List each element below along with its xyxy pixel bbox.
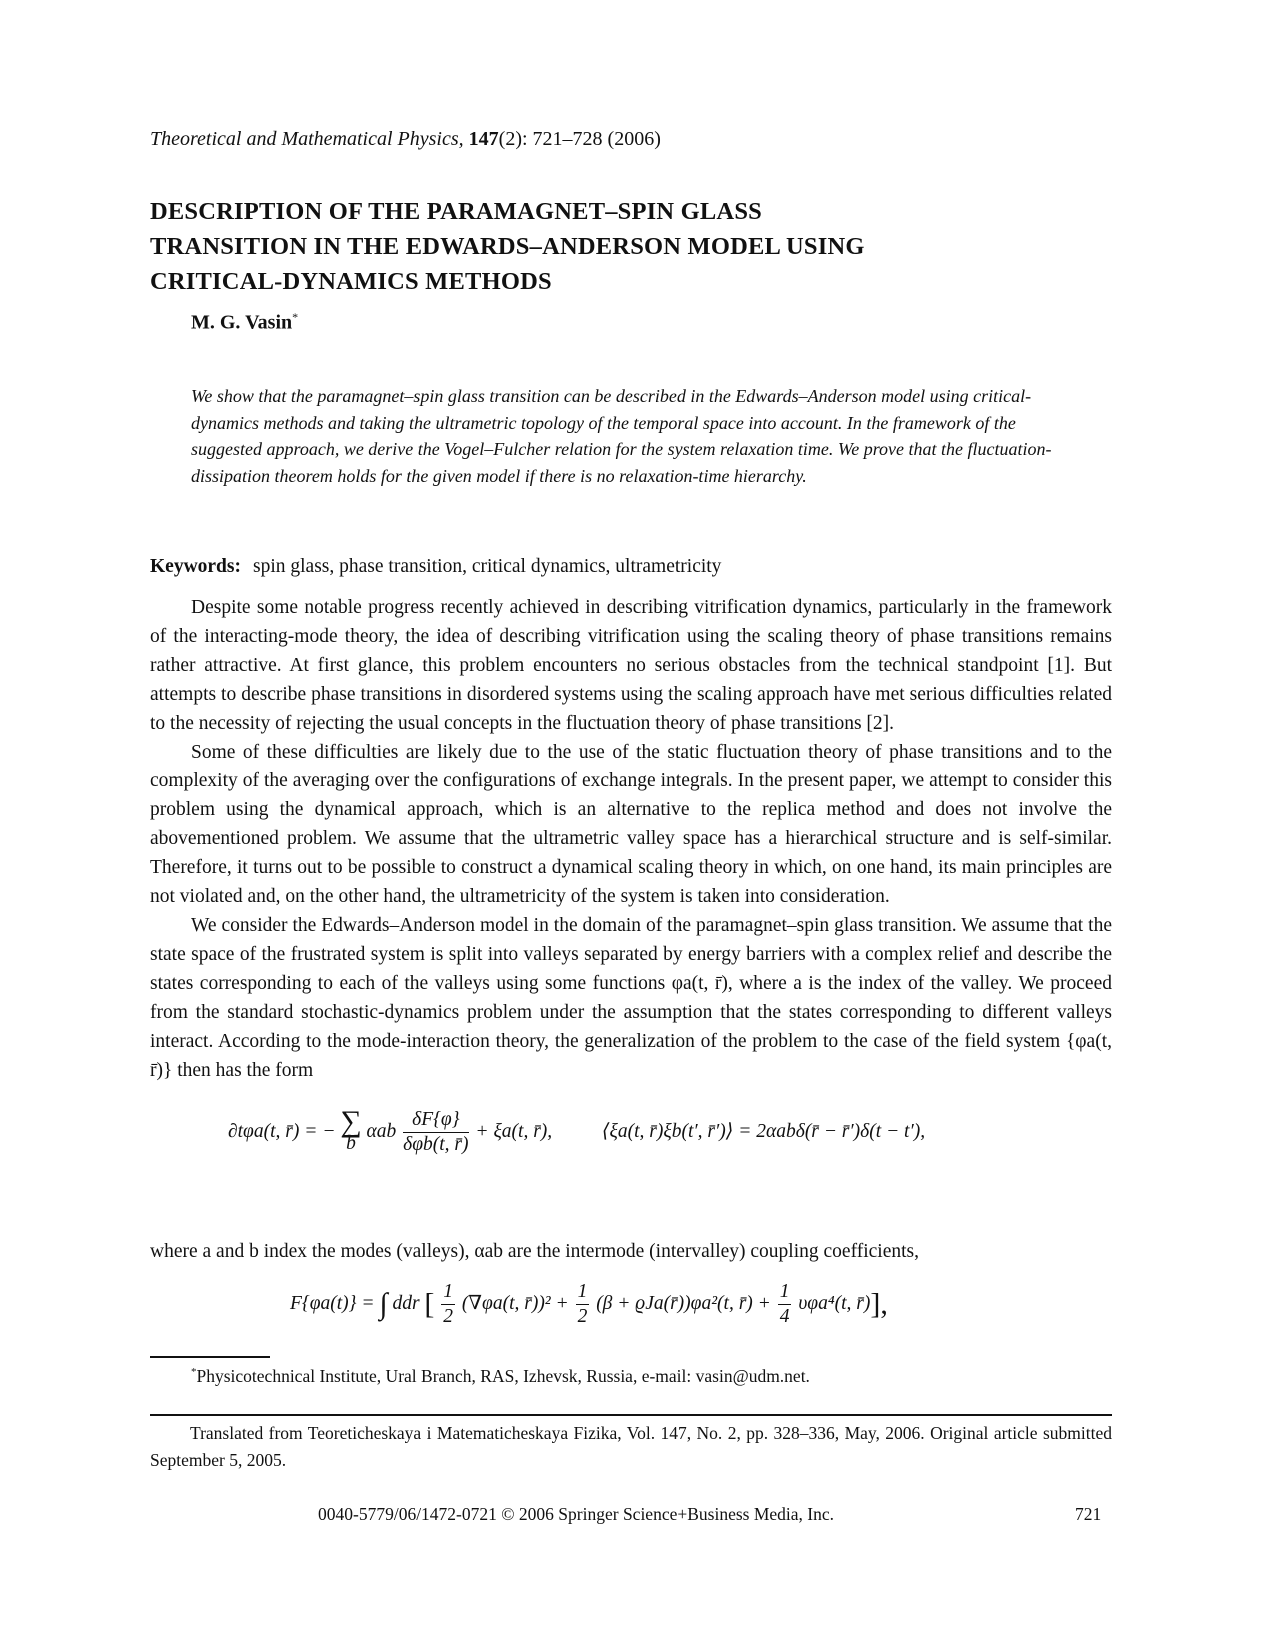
eq1-sum-index: b	[346, 1132, 356, 1154]
paragraph-3: We consider the Edwards–Anderson model in the domain of the paramagnet–spin glass transition. We assume that the state space of the frustrated system is split into valleys separated by energy barriers with a complex relief and describe the states corresponding to each of the valleys using some functions φa(t, r̄), where a is the index of the valley. We proceed from the standard stochastic-dynamics problem under the assumption that the states corresponding to different valleys interact. According to the mode-interaction theory, the generalization of the problem to the case of the field system {φa(t, r̄)} then has the form	[150, 914, 1112, 1081]
eq2-term3: υφa⁴(t, r̄)	[798, 1292, 871, 1314]
author-footnote-mark: *	[292, 310, 299, 324]
title-line-1: DESCRIPTION OF THE PARAMAGNET–SPIN GLASS	[150, 198, 762, 225]
footnote-rule	[150, 1356, 270, 1358]
eq1-fraction	[403, 1108, 468, 1157]
journal-issue-pages: (2): 721–728 (2006)	[498, 128, 661, 150]
eq1-correlator: ⟨ξa(t, r̄)ξb(t′, r̄′)⟩ = 2αabδ(r̄ − r̄′)δ(t − t′),	[601, 1120, 926, 1142]
integral-symbol-icon: ∫	[379, 1287, 388, 1321]
page-number: 721	[1075, 1504, 1102, 1524]
eq1-sum	[340, 1104, 362, 1155]
journal-volume: 147	[468, 128, 499, 150]
eq1-frac-den: δφb(t, r̄)	[403, 1134, 469, 1155]
eq2-integrand: ddr	[392, 1292, 420, 1314]
where-text: where a and b index the modes (valleys), αab are the intermode (intervalley) coupling coefficients,	[150, 1241, 919, 1262]
author-name: M. G. Vasin	[191, 311, 293, 334]
paragraph-1: Despite some notable progress recently achieved in describing vitrification dynamics, particularly in the framework of the interacting-mode theory, the idea of describing vitrification using the scaling theory of phase transitions remains rather attractive. At first glance, this problem encounters no serious obstacles from the technical standpoint [1]. But attempts to describe phase transitions in disordered systems using the scaling approach have met serious difficulties related to the necessity of rejecting the usual concepts in the fluctuation theory of phase transitions [2].	[150, 597, 1112, 734]
translation-note: Translated from Teoreticheskaya i Matematicheskaya Fizika, Vol. 147, No. 2, pp. 328–336, May, 2006. Original article submitted September 5, 2005.	[150, 1423, 1112, 1470]
eq2-end: ],	[870, 1287, 888, 1321]
title-line-3: CRITICAL-DYNAMICS METHODS	[150, 268, 552, 295]
keywords-label: Keywords:	[150, 556, 241, 577]
eq1-lhs: ∂tφa(t, r̄) = −	[228, 1120, 336, 1142]
eq1-tail: + ξa(t, r̄),	[475, 1120, 553, 1142]
keywords	[150, 556, 721, 578]
sum-symbol-icon: ∑	[340, 1104, 362, 1138]
equation-free-energy	[290, 1280, 888, 1329]
footnote-text: Physicotechnical Institute, Ural Branch, RAS, Izhevsk, Russia, e-mail: vasin@udm.net.	[196, 1366, 810, 1386]
eq2-quarter: $\frac{1}{4}$	[779, 1281, 790, 1327]
footnote-mark: *	[191, 1366, 197, 1379]
journal-name: Theoretical and Mathematical Physics,	[150, 128, 464, 150]
eq2-term1: (∇φa(t, r̄))² +	[461, 1292, 569, 1314]
keywords-text: spin glass, phase transition, critical dynamics, ultrametricity	[253, 556, 722, 577]
eq2-lhs: F{φa(t)} =	[290, 1292, 375, 1314]
translation-rule	[150, 1414, 1112, 1416]
left-bracket-icon: [	[424, 1287, 435, 1321]
eq2-term2: (β + ϱJa(r̄))φa²(t, r̄) +	[596, 1292, 771, 1314]
footnote	[191, 1366, 810, 1387]
paper-title	[150, 194, 1110, 299]
abstract: We show that the paramagnet–spin glass transition can be described in the Edwards–Anderson model using critical-dynamics methods and taking the ultrametric topology of the temporal space into account. In the framework of the suggested approach, we derive the Vogel–Fulcher relation for the system relaxation time. We prove that the fluctuation-dissipation theorem holds for the given model if there is no relaxation-time hierarchy.	[191, 386, 1052, 486]
equation-langevin	[228, 1104, 926, 1157]
eq2-half-1: $\frac{1}{2}$	[443, 1281, 454, 1327]
title-line-2: TRANSITION IN THE EDWARDS–ANDERSON MODEL USING	[150, 233, 865, 260]
author	[191, 310, 298, 335]
paragraph-2: Some of these difficulties are likely due to the use of the static fluctuation theory of phase transitions and to the complexity of the averaging over the configurations of exchange integrals. In the present paper, we attempt to consider this problem using the dynamical approach, which is an alternative to the replica method and does not involve the abovementioned problem. We assume that the ultrametric valley space has a hierarchical structure and is self-similar. Therefore, it turns out to be possible to construct a dynamical scaling theory in which, on one hand, its main principles are not violated and, on the other hand, the ultrametricity of the system is taken into consideration.	[150, 741, 1112, 908]
body-text	[150, 594, 1112, 1085]
journal-citation	[150, 128, 661, 151]
eq1-frac-num: δF{φ}	[403, 1108, 468, 1133]
eq1-coef: αab	[366, 1120, 397, 1142]
copyright-line: 0040-5779/06/1472-0721 © 2006 Springer Science+Business Media, Inc.	[318, 1504, 835, 1524]
eq2-half-2: $\frac{1}{2}$	[577, 1281, 588, 1327]
